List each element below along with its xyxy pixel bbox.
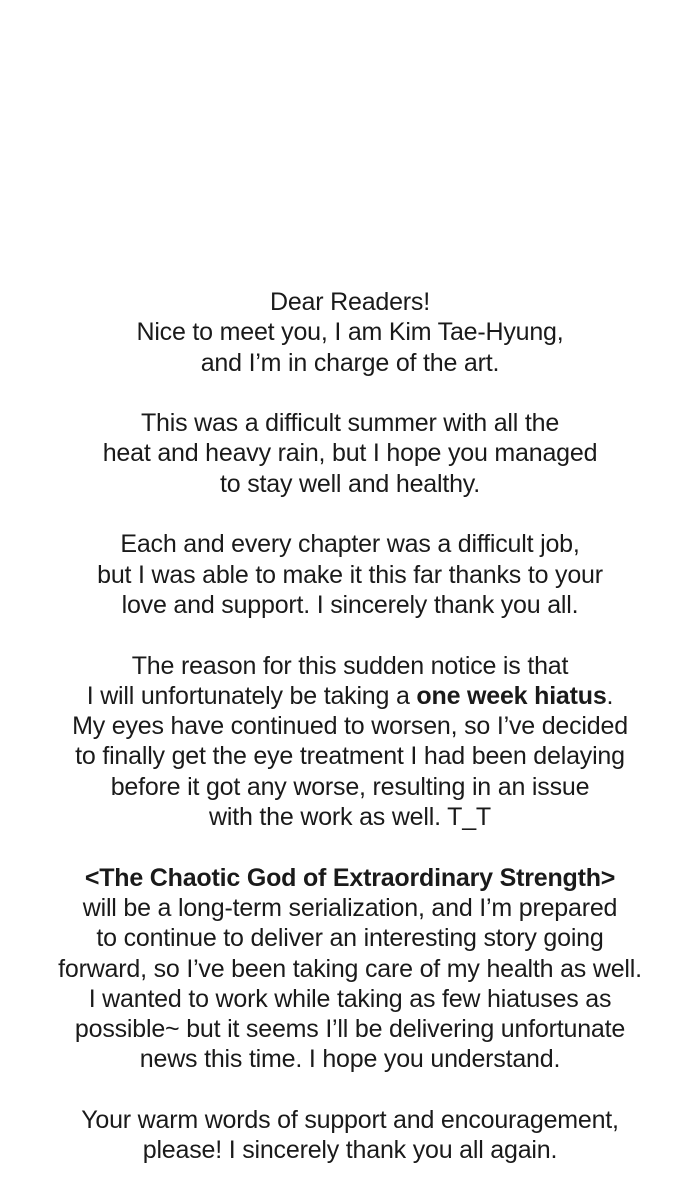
hiatus-duration: one week hiatus (416, 681, 607, 710)
thanks-line-3: love and support. I sincerely thank you all. (121, 590, 579, 619)
series-paragraph (0, 863, 700, 1075)
closing-paragraph (0, 1105, 700, 1166)
hiatus-line-5: before it got any worse, resulting in an issue (110, 772, 590, 801)
series-line-4: forward, so I’ve been taking care of my health as well. (58, 954, 642, 983)
summer-line-3: to stay well and healthy. (220, 469, 480, 498)
series-line-2: will be a long-term serialization, and I’m prepared (82, 893, 618, 922)
closing-line-2: please! I sincerely thank you all again. (142, 1136, 558, 1165)
series-line-7: news this time. I hope you understand. (139, 1045, 561, 1074)
role-line: and I’m in charge of the art. (200, 348, 500, 377)
hiatus-line-2 (0, 681, 700, 711)
thanks-line-2: but I was able to make it this far thanks to your (97, 560, 603, 589)
hiatus-paragraph (0, 651, 700, 833)
hiatus-line-3: My eyes have continued to worsen, so I’ve decided (72, 712, 628, 741)
closing-line-1: Your warm words of support and encouragement, (81, 1106, 619, 1135)
hiatus-line-2-prefix: I will unfortunately be taking a (86, 681, 417, 710)
hiatus-line-2-suffix: . (606, 681, 614, 710)
introduction-line: Nice to meet you, I am Kim Tae-Hyung, (136, 318, 564, 347)
series-line-3: to continue to deliver an interesting story going (96, 924, 604, 953)
summer-paragraph (0, 408, 700, 499)
hiatus-line-4: to finally get the eye treatment I had been delaying (75, 742, 625, 771)
thanks-paragraph (0, 529, 700, 620)
greeting-paragraph (0, 287, 700, 378)
artist-notice (0, 287, 700, 1196)
hiatus-line-1: The reason for this sudden notice is that (131, 651, 569, 680)
series-line-5: I wanted to work while taking as few hiatuses as (88, 984, 612, 1013)
summer-line-2: heat and heavy rain, but I hope you managed (102, 439, 598, 468)
thanks-line-1: Each and every chapter was a difficult job, (120, 530, 580, 559)
summer-line-1: This was a difficult summer with all the (140, 409, 560, 438)
hiatus-line-6: with the work as well. T_T (209, 803, 491, 832)
series-title: <The Chaotic God of Extraordinary Strength> (84, 863, 616, 892)
series-line-6: possible~ but it seems I’ll be delivering unfortunate (74, 1015, 626, 1044)
greeting-line: Dear Readers! (270, 288, 430, 316)
